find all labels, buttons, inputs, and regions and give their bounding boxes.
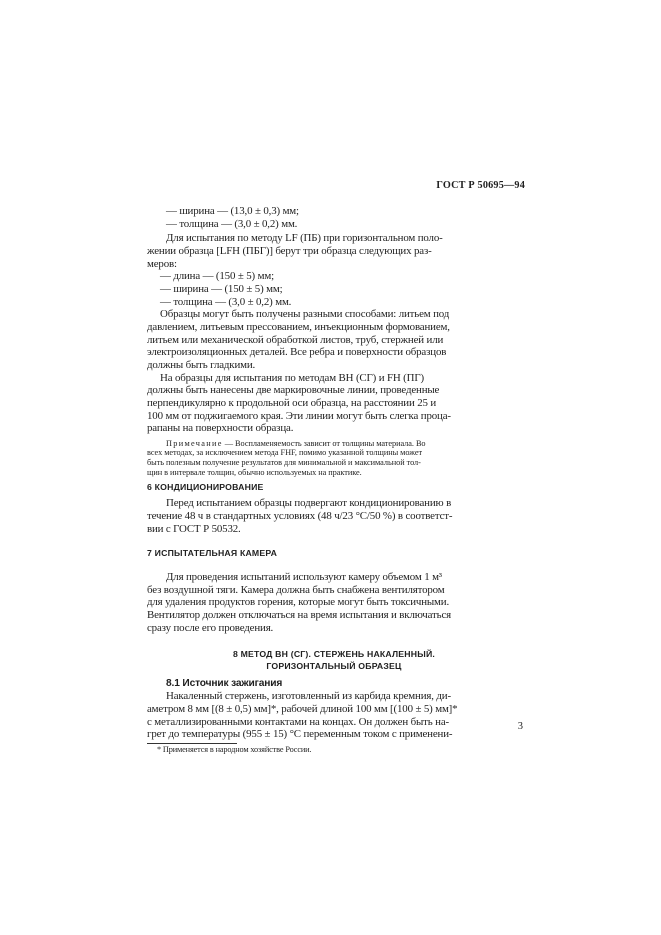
note-line: щин в интервале толщин, обычно используемых на практике. bbox=[147, 467, 362, 477]
section-7-paragraph bbox=[147, 571, 521, 634]
marking-lines-paragraph bbox=[147, 372, 521, 435]
page-number: 3 bbox=[517, 721, 523, 732]
paragraph-line: с металлизированными контактами на концах. Он должен быть на- bbox=[147, 715, 449, 728]
paragraph-line: Для проведения испытаний используют камеру объемом 1 м³ bbox=[166, 571, 442, 584]
paragraph-line: сразу после его проведения. bbox=[147, 621, 274, 634]
paragraph-line: жении образца [LFH (ПБГ)] берут три образца следующих раз- bbox=[147, 244, 432, 257]
lf-method-paragraph bbox=[147, 232, 521, 270]
dimension-line: — толщина — (3,0 ± 0,2) мм. bbox=[160, 295, 292, 308]
note-line: быть полезным получение результатов для минимальной и максимальной тол- bbox=[147, 458, 421, 467]
footnote: * Применяется в народном хозяйстве России. bbox=[157, 745, 312, 755]
paragraph-line: Образцы могут быть получены разными способами: литьем под bbox=[160, 308, 450, 321]
section-6-paragraph bbox=[147, 497, 521, 535]
paragraph-line: давлением, литьевым прессованием, инъекционным формованием, bbox=[147, 320, 450, 333]
dimension-line: — ширина — (150 ± 5) мм; bbox=[160, 282, 283, 295]
dimension-line: — длина — (150 ± 5) мм; bbox=[160, 270, 274, 283]
paragraph-line: Перед испытанием образцы подвергают кондиционированию в bbox=[166, 497, 452, 510]
section-7-title: 7 ИСПЫТАТЕЛЬНАЯ КАМЕРА bbox=[147, 548, 278, 559]
paragraph-line: литьем или механической обработкой листов, труб, стержней или bbox=[147, 333, 444, 346]
paragraph-line: перпендикулярно к продольной оси образца, на расстоянии 25 и bbox=[147, 396, 437, 409]
dimensions-list-2 bbox=[147, 270, 521, 308]
section-8-paragraph bbox=[147, 690, 521, 741]
paragraph-line: вии с ГОСТ Р 50532. bbox=[147, 522, 241, 535]
dimension-line: — толщина — (3,0 ± 0,2) мм. bbox=[166, 217, 298, 230]
subsection-8-1-title: 8.1 Источник зажигания bbox=[166, 678, 283, 690]
note-block bbox=[147, 439, 521, 477]
paragraph-line: без воздушной тяги. Камера должна быть снабжена вентилятором bbox=[147, 583, 445, 596]
paragraph-line: должны быть гладкими. bbox=[147, 358, 256, 371]
paragraph-line: грет до температуры (955 ± 15) °С переменным током с применени- bbox=[147, 728, 453, 741]
paragraph-line: электроизоляционных деталей. Все ребра и поверхности образцов bbox=[147, 346, 447, 359]
footnote-divider bbox=[147, 743, 237, 744]
samples-paragraph bbox=[147, 308, 521, 371]
section-8-title bbox=[147, 648, 521, 672]
document-header: ГОСТ Р 50695—94 bbox=[436, 180, 525, 191]
paragraph-line: Накаленный стержень, изготовленный из карбида кремния, ди- bbox=[166, 690, 451, 703]
paragraph-line: 100 мм от поджигаемого края. Эти линии могут быть слегка процa- bbox=[147, 409, 451, 422]
paragraph-line: течение 48 ч в стандартных условиях (48 ч/23 °С/50 %) в соответст- bbox=[147, 509, 453, 522]
note-label: Примечание bbox=[166, 438, 223, 448]
paragraph-line: меров: bbox=[147, 257, 177, 270]
dimension-line: — ширина — (13,0 ± 0,3) мм; bbox=[166, 205, 299, 217]
section-8-title-line: 8 МЕТОД ВН (СГ). СТЕРЖЕНЬ НАКАЛЕННЫЙ. bbox=[232, 649, 436, 660]
paragraph-line: Вентилятор должен отключаться на время испытания и включаться bbox=[147, 609, 451, 622]
dimensions-list-1 bbox=[147, 205, 521, 230]
note-line: всех методах, за исключением метода FHF, помимо указанной толщины может bbox=[147, 448, 423, 458]
paragraph-line: для удаления продуктов горения, которые могут быть токсичными. bbox=[147, 596, 450, 609]
paragraph-line: аметром 8 мм [(8 ± 0,5) мм]*, рабочей длиной 100 мм [(100 ± 5) мм]* bbox=[147, 703, 458, 716]
paragraph-line: На образцы для испытания по методам ВН (СГ) и FH (ПГ) bbox=[160, 371, 424, 384]
paragraph-line: Для испытания по методу LF (ПБ) при горизонтальном поло- bbox=[166, 232, 443, 245]
page-body bbox=[147, 205, 521, 755]
paragraph-line: должны быть нанесены две маркировочные линии, проведенные bbox=[147, 384, 440, 397]
paragraph-line: рапаны на поверхности образца. bbox=[147, 422, 294, 435]
section-8-title-line: ГОРИЗОНТАЛЬНЫЙ ОБРАЗЕЦ bbox=[266, 661, 402, 672]
section-6-title: 6 КОНДИЦИОНИРОВАНИЕ bbox=[147, 482, 264, 493]
note-line: — Воспламеняемость зависит от толщины материала. Во bbox=[224, 438, 426, 448]
